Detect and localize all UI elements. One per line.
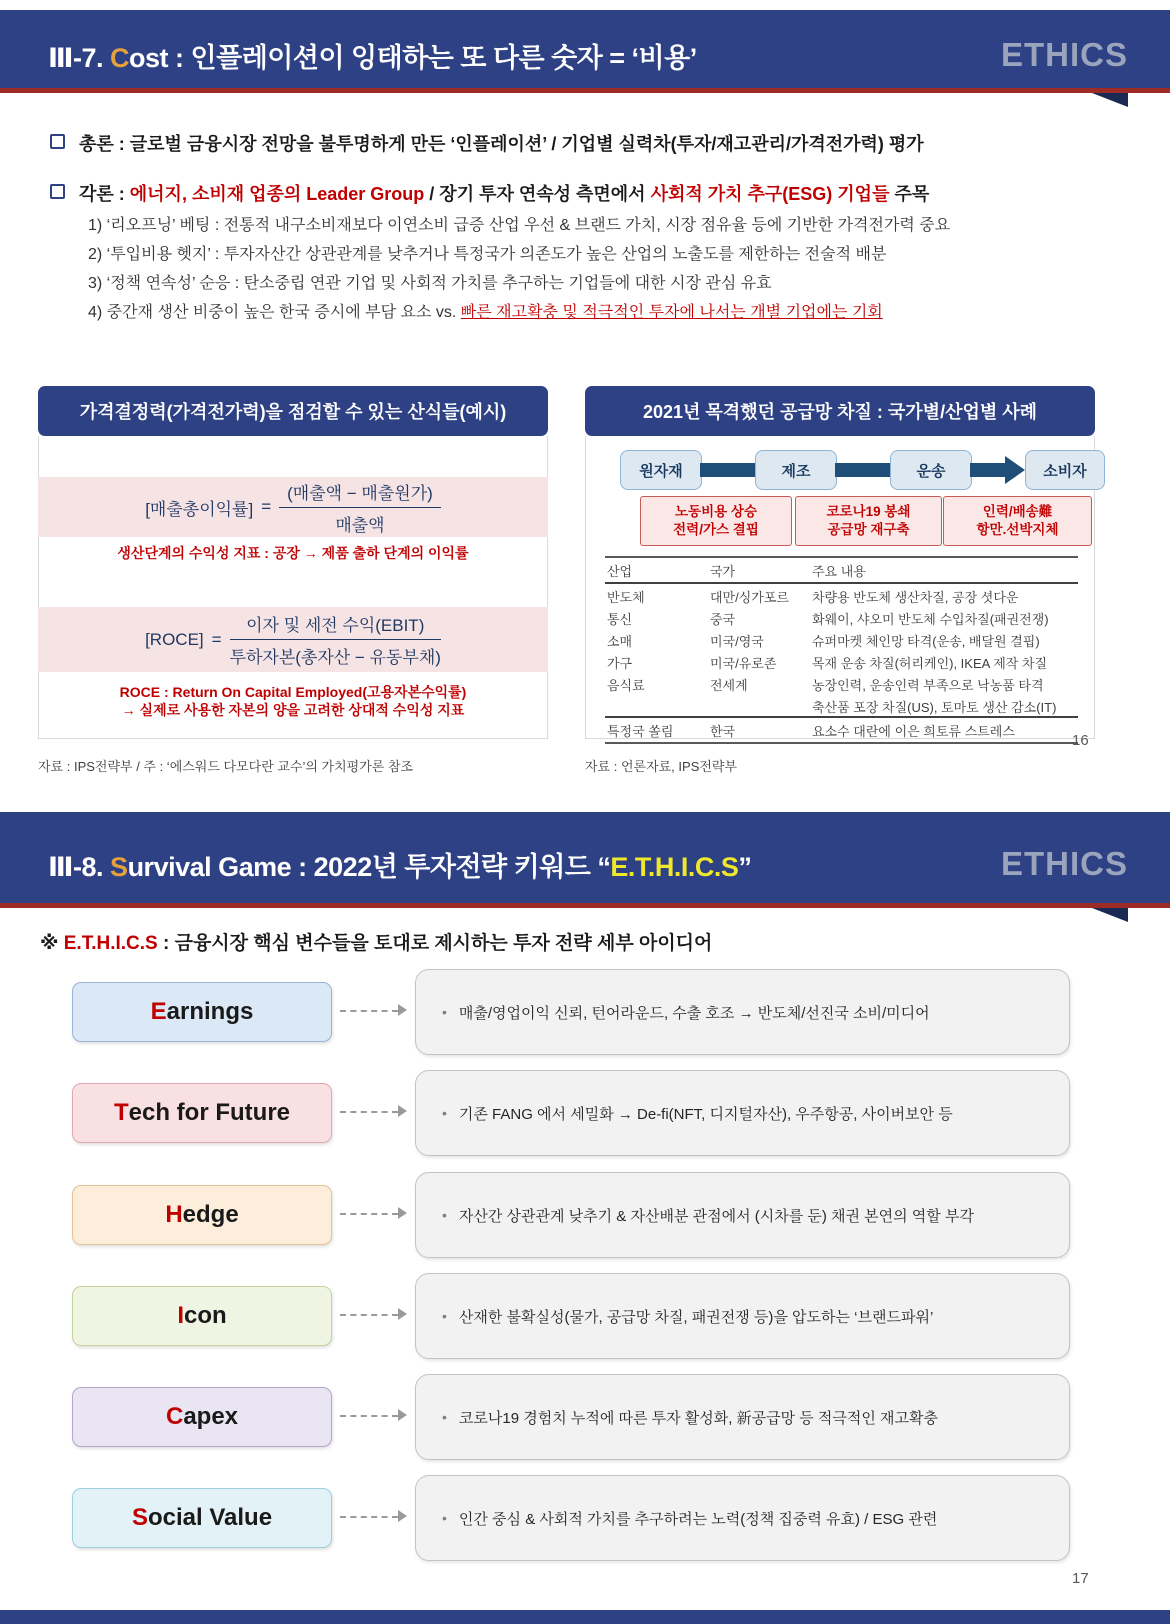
- pricing-power-panel-title: 가격결정력(가격전가력)을 점검할 수 있는 산식들(예시): [38, 386, 548, 436]
- slide2-title-lead-letter: S: [110, 852, 128, 882]
- cell-industry: 음식료: [607, 678, 645, 693]
- cell-industry: 반도체: [607, 590, 645, 605]
- cell-country: 대만/싱가포르: [710, 590, 789, 605]
- col-header-content: 주요 내용: [812, 564, 866, 579]
- table-row: [605, 672, 1078, 694]
- quote-close: ”: [738, 852, 752, 882]
- slide2-title: [48, 845, 751, 884]
- slide2-title-text: urvival Game : 2022년 투자전략 키워드: [127, 852, 598, 882]
- issue-line: 전력/가스 결핍: [673, 522, 759, 537]
- cell-content: 요소수 대란에 이은 희토류 스트레스: [812, 724, 1015, 739]
- page-number-16: 16: [1072, 732, 1089, 749]
- cell-industry: 가구: [607, 656, 633, 671]
- description-box: [415, 1172, 1070, 1258]
- keyword-box: [72, 1083, 332, 1143]
- issue-box-labor: [640, 496, 792, 546]
- cell-country: 미국/영국: [710, 634, 764, 649]
- roce-label: [ROCE]: [145, 629, 204, 649]
- description-box: [415, 1273, 1070, 1359]
- slide2-title-keyword: E.T.H.I.C.S: [610, 852, 739, 882]
- description-text: 기존 FANG 에서 세밀화 → De-fi(NFT, 디지털자산), 우주항공, 사이버보안 등: [458, 1105, 953, 1123]
- issue-box-lockdown: [795, 496, 942, 546]
- keyword-label: edge: [182, 1201, 239, 1228]
- point-2: 2) ‘투입비용 헷지’ : 투자자산간 상관관계를 낮추거나 특정국가 의존도가 높은 산업의 노출도를 제한하는 전술적 배분: [88, 246, 887, 263]
- next-slide-header-edge: [0, 1610, 1170, 1624]
- col-header-country: 국가: [710, 564, 736, 579]
- flow-connector: [700, 463, 755, 477]
- equals-sign: =: [211, 629, 222, 649]
- reference-mark: ※: [40, 933, 64, 954]
- subtitle-text: : 금융시장 핵심 변수들을 토대로 제시하는 투자 전략 세부 아이디어: [157, 933, 713, 954]
- gross-margin-caption: 생산단계의 수익성 지표 : 공장 → 제품 출하 단계의 이익률: [117, 545, 469, 561]
- dot-bullet-icon: •: [442, 1207, 447, 1223]
- cell-content: 농장인력, 운송인력 부족으로 낙농품 타격: [812, 678, 1044, 693]
- slide1-title-lead-letter: C: [110, 43, 130, 73]
- keyword-first-letter: C: [165, 1403, 184, 1430]
- table-row: [605, 650, 1078, 672]
- cell-industry: 특정국 쏠림: [607, 724, 674, 739]
- arrowhead-icon: [398, 1409, 407, 1421]
- point-1: 1) ‘리오프닝’ 베팅 : 전통적 내구소비재보다 이연소비 급증 산업 우선 & 브랜드 가치, 시장 점유율 등에 기반한 가격전가력 중요: [88, 217, 951, 234]
- keyword-box: [72, 1185, 332, 1245]
- description-text: 코로나19 경험치 누적에 따른 투자 활성화, 新공급망 등 적극적인 재고확충: [458, 1409, 938, 1427]
- issue-line: 항만.선박지체: [976, 522, 1059, 537]
- description-box: [415, 1070, 1070, 1156]
- keyword-first-letter: I: [177, 1302, 184, 1329]
- ethics-logo: ETHICS: [1000, 845, 1128, 882]
- cell-industry: 소매: [607, 634, 633, 649]
- arrowhead-icon: [398, 1308, 407, 1320]
- table-row: [605, 628, 1078, 650]
- flow-step-consumer: 소비자: [1025, 450, 1105, 490]
- cell-content: 목재 운송 차질(허리케인), IKEA 제작 차질: [812, 656, 1048, 671]
- keyword-label: con: [184, 1302, 227, 1329]
- description-box: [415, 1475, 1070, 1561]
- table-header-row: [605, 558, 1078, 584]
- table-row-continuation: [605, 694, 1078, 716]
- pricing-power-panel: [38, 386, 548, 740]
- roce-caption-line1: ROCE : Return On Capital Employed(고용자본수익률): [119, 684, 467, 700]
- issue-line: 인력/배송難: [982, 503, 1053, 519]
- flow-connector: [835, 463, 890, 477]
- cell-industry: 통신: [607, 612, 633, 627]
- flow-connector: [970, 463, 1005, 477]
- description-text: 매출/영업이익 신뢰, 턴어라운드, 수출 호조 → 반도체/선진국 소비/미디어: [458, 1004, 930, 1022]
- slide2-title-num: Ⅲ-8.: [48, 852, 111, 882]
- dashed-arrow-icon: [340, 1010, 398, 1012]
- flow-step-transport: 운송: [890, 450, 972, 490]
- issue-line: 공급망 재구축: [827, 522, 910, 537]
- cell-content: 차량용 반도체 생산차질, 공장 셧다운: [812, 590, 1019, 605]
- cell-country: 중국: [710, 612, 736, 627]
- gross-margin-label: [매출총이익률]: [145, 499, 254, 519]
- ethics-logo: ETHICS: [1000, 36, 1128, 73]
- flow-step-raw-materials: 원자재: [620, 450, 702, 490]
- arrowhead-icon: [398, 1004, 407, 1016]
- summary-bullet-text: 총론 : 글로벌 금융시장 전망을 불투명하게 만든 ‘인플레이션’ / 기업별 실력차(투자/재고관리/가격전가력) 평가: [79, 134, 924, 154]
- left-panel-source: 자료 : IPS전략부 / 주 : ‘에스워드 다모다란 교수’의 가치평가론 참조: [38, 759, 414, 774]
- fraction-denominator: 투하자본(총자산 − 유동부채): [229, 648, 441, 667]
- flow-arrowhead-icon: [1005, 456, 1025, 484]
- table-row-special: [605, 716, 1078, 744]
- dot-bullet-icon: •: [442, 1105, 447, 1121]
- description-box: [415, 1374, 1070, 1460]
- keyword-box: [72, 982, 332, 1042]
- keyword-box: [72, 1387, 332, 1447]
- dot-bullet-icon: •: [442, 1510, 447, 1526]
- fraction-numerator: 이자 및 세전 수익(EBIT): [230, 611, 441, 640]
- keyword-row-social-value: [0, 1488, 1170, 1598]
- keyword-first-letter: E: [150, 998, 167, 1025]
- summary-bullet: [50, 130, 924, 156]
- cell-country: 한국: [710, 724, 736, 739]
- description-text: 산재한 불확실성(물가, 공급망 차질, 패권전쟁 등)을 압도하는 ‘브랜드파워’: [458, 1308, 934, 1326]
- dot-bullet-icon: •: [442, 1004, 447, 1020]
- fraction-numerator: (매출액 − 매출원가): [279, 479, 441, 508]
- keyword-label: ech for Future: [128, 1099, 290, 1126]
- dashed-arrow-icon: [340, 1213, 398, 1215]
- keyword-label: apex: [183, 1403, 239, 1430]
- slide2-logo-fold: [1092, 908, 1128, 922]
- slide1-divider-line: [0, 88, 1170, 93]
- keyword-box: [72, 1286, 332, 1346]
- dot-bullet-icon: •: [442, 1409, 447, 1425]
- point-4-prefix: 4) 중간재 생산 비중이 높은 한국 증시에 부담 요소 vs.: [88, 304, 461, 321]
- right-panel-source: 자료 : 언론자료, IPS전략부: [585, 759, 738, 774]
- dashed-arrow-icon: [340, 1111, 398, 1113]
- point-4-red: 빠른 재고확충 및 적극적인 투자에 나서는 개별 기업에는 기회: [460, 304, 883, 321]
- cell-content: 화웨이, 샤오미 반도체 수입차질(패권전쟁): [812, 612, 1049, 627]
- keyword-box: [72, 1488, 332, 1548]
- quote-open: “: [597, 852, 611, 882]
- slide1-title-num: Ⅲ-7.: [48, 43, 111, 73]
- slide1-title: [48, 36, 697, 75]
- detail-red1: 에너지, 소비재 업종의 Leader Group: [129, 184, 425, 204]
- dashed-arrow-icon: [340, 1314, 398, 1316]
- description-text: 자산간 상관관계 낮추기 & 자산배분 관점에서 (시차를 둔) 채권 본연의 역할 부각: [458, 1207, 974, 1225]
- slide2-subtitle: [40, 928, 712, 955]
- point-3: 3) ‘정책 연속성’ 순응 : 탄소중립 연관 기업 및 사회적 가치를 추구하는 기업들에 대한 시장 관심 유효: [88, 275, 772, 292]
- slide2-divider-line: [0, 903, 1170, 908]
- arrowhead-icon: [398, 1207, 407, 1219]
- description-text: 인간 중심 & 사회적 가치를 추구하려는 노력(정책 집중력 유효) / ESG 관련: [458, 1510, 938, 1528]
- supply-chain-panel: [585, 386, 1095, 740]
- dot-bullet-icon: •: [442, 1308, 447, 1324]
- gross-margin-fraction: [279, 479, 441, 536]
- table-row: [605, 584, 1078, 606]
- keyword-first-letter: S: [131, 1504, 148, 1531]
- arrowhead-icon: [398, 1510, 407, 1522]
- keyword-label: ocial Value: [147, 1504, 273, 1531]
- arrowhead-icon: [398, 1105, 407, 1117]
- supply-chain-panel-title: 2021년 목격했던 공급망 차질 : 국가별/산업별 사례: [585, 386, 1095, 436]
- gross-margin-formula: [38, 477, 548, 537]
- equals-sign: =: [261, 497, 272, 516]
- col-header-industry: 산업: [607, 564, 633, 579]
- fraction-denominator: 매출액: [335, 515, 385, 535]
- slide1-logo-fold: [1092, 93, 1128, 107]
- square-bullet-icon: [50, 134, 65, 149]
- supply-chain-table: [605, 556, 1078, 744]
- cell-content: 슈퍼마켓 체인망 타격(운송, 배달원 결핍): [812, 634, 1040, 649]
- cell-country: 전세계: [710, 678, 748, 693]
- detail-suffix: 주목: [889, 184, 930, 204]
- detail-prefix: 각론 :: [79, 184, 130, 204]
- square-bullet-icon: [50, 184, 65, 199]
- keyword-first-letter: T: [113, 1099, 129, 1126]
- keyword-label: arnings: [166, 998, 254, 1025]
- flow-step-manufacturing: 제조: [755, 450, 837, 490]
- dashed-arrow-icon: [340, 1516, 398, 1518]
- roce-fraction: [230, 611, 441, 668]
- cell-content: 축산품 포장 차질(US), 토마토 생산 감소(IT): [812, 700, 1057, 715]
- page-number-17: 17: [1072, 1570, 1089, 1587]
- issue-line: 코로나19 봉쇄: [826, 503, 911, 519]
- table-row: [605, 606, 1078, 628]
- dashed-arrow-icon: [340, 1415, 398, 1417]
- roce-caption-line2: → 실제로 사용한 자본의 양을 고려한 상대적 수익성 지표: [121, 702, 465, 718]
- detail-bullet: [50, 180, 929, 206]
- keyword-first-letter: H: [165, 1201, 183, 1228]
- description-box: [415, 969, 1070, 1055]
- cell-country: 미국/유로존: [710, 656, 777, 671]
- issue-line: 노동비용 상승: [675, 503, 757, 519]
- slide1-title-text: ost : 인플레이션이 잉태하는 또 다른 숫자 = ‘비용’: [129, 43, 697, 73]
- roce-formula: [38, 607, 548, 672]
- detail-mid: / 장기 투자 연속성 측면에서: [424, 184, 651, 204]
- detail-red2: 사회적 가치 추구(ESG) 기업들: [650, 184, 890, 204]
- issue-box-delivery: [943, 496, 1092, 546]
- point-4: [88, 299, 883, 322]
- subtitle-keyword: E.T.H.I.C.S: [63, 933, 158, 954]
